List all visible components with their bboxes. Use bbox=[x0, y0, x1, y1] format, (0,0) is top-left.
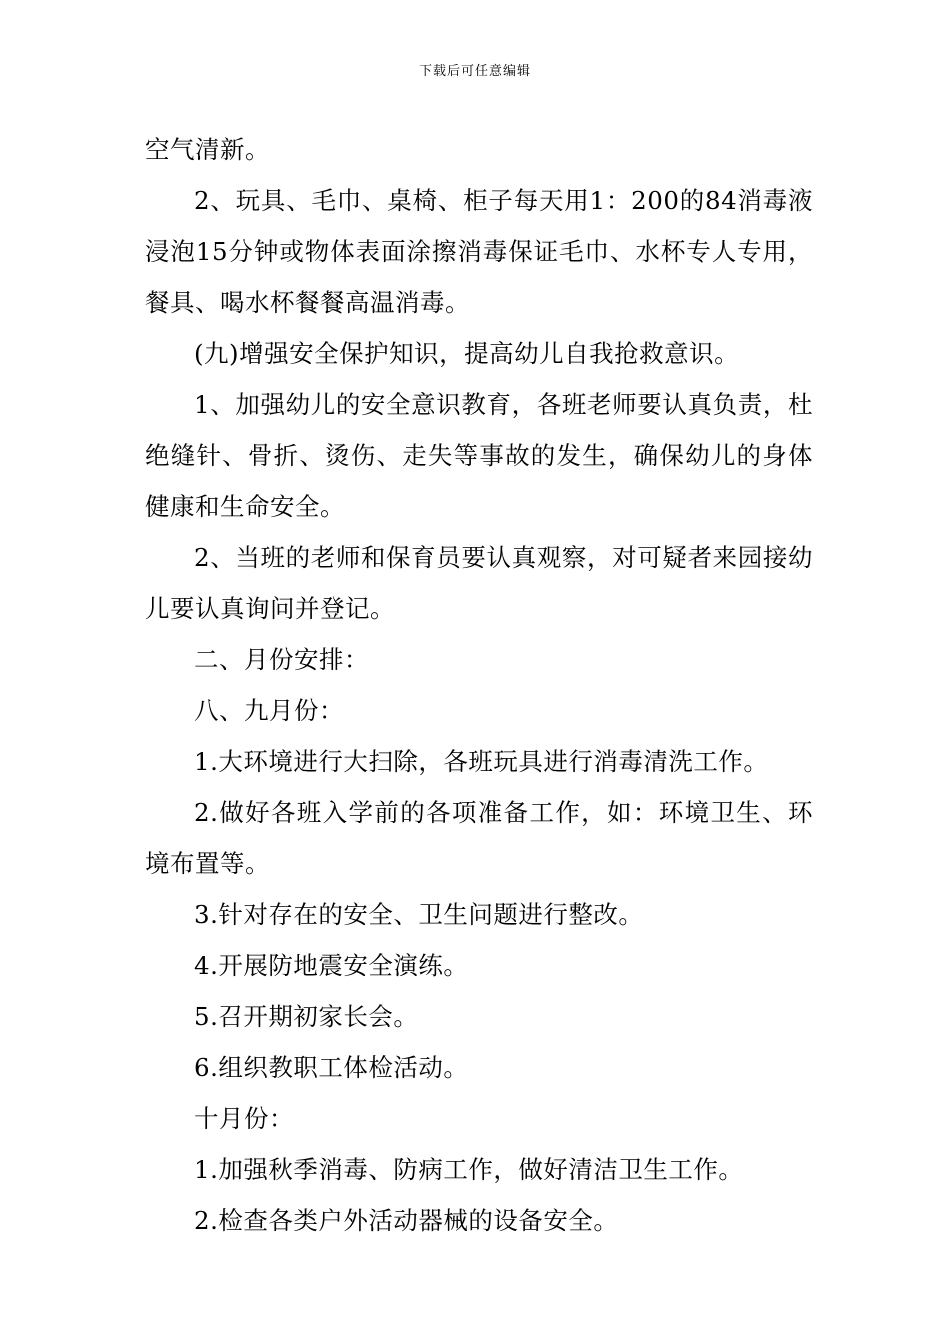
page-header: 下载后可任意编辑 bbox=[418, 64, 531, 79]
list-item: 1.大环境进行大扫除，各班玩具进行消毒清洗工作。 bbox=[194, 747, 769, 776]
section-heading: 二、月份安排： bbox=[194, 645, 369, 674]
list-item: 1.加强秋季消毒、防病工作，做好清洁卫生工作。 bbox=[194, 1155, 744, 1184]
list-item: 4.开展防地震安全演练。 bbox=[194, 951, 469, 980]
paragraph: 空气清新。 bbox=[145, 135, 270, 164]
paragraph: 2、当班的老师和保育员要认真观察，对可疑者来园接幼儿要认真询问并登记。 bbox=[145, 543, 813, 623]
list-item: 3.针对存在的安全、卫生问题进行整改。 bbox=[194, 900, 644, 929]
subsection-heading: 八、九月份： bbox=[194, 696, 344, 725]
paragraph: 1、加强幼儿的安全意识教育，各班老师要认真负责，杜绝缝针、骨折、烫伤、走失等事故的发生，确保幼儿的身体健康和生命安全。 bbox=[145, 390, 813, 521]
document-body bbox=[145, 124, 813, 1246]
list-item: 6.组织教职工体检活动。 bbox=[194, 1053, 469, 1082]
subsection-heading: 十月份： bbox=[194, 1104, 294, 1133]
list-item: 2.做好各班入学前的各项准备工作，如：环境卫生、环境布置等。 bbox=[145, 798, 813, 878]
paragraph: (九)增强安全保护知识，提高幼儿自我抢救意识。 bbox=[194, 339, 740, 368]
list-item: 5.召开期初家长会。 bbox=[194, 1002, 419, 1031]
paragraph: 2、玩具、毛巾、桌椅、柜子每天用1：200的84消毒液浸泡15分钟或物体表面涂擦消毒保证毛巾、水杯专人专用，餐具、喝水杯餐餐高温消毒。 bbox=[145, 186, 813, 317]
list-item: 2.检查各类户外活动器械的设备安全。 bbox=[194, 1206, 619, 1235]
